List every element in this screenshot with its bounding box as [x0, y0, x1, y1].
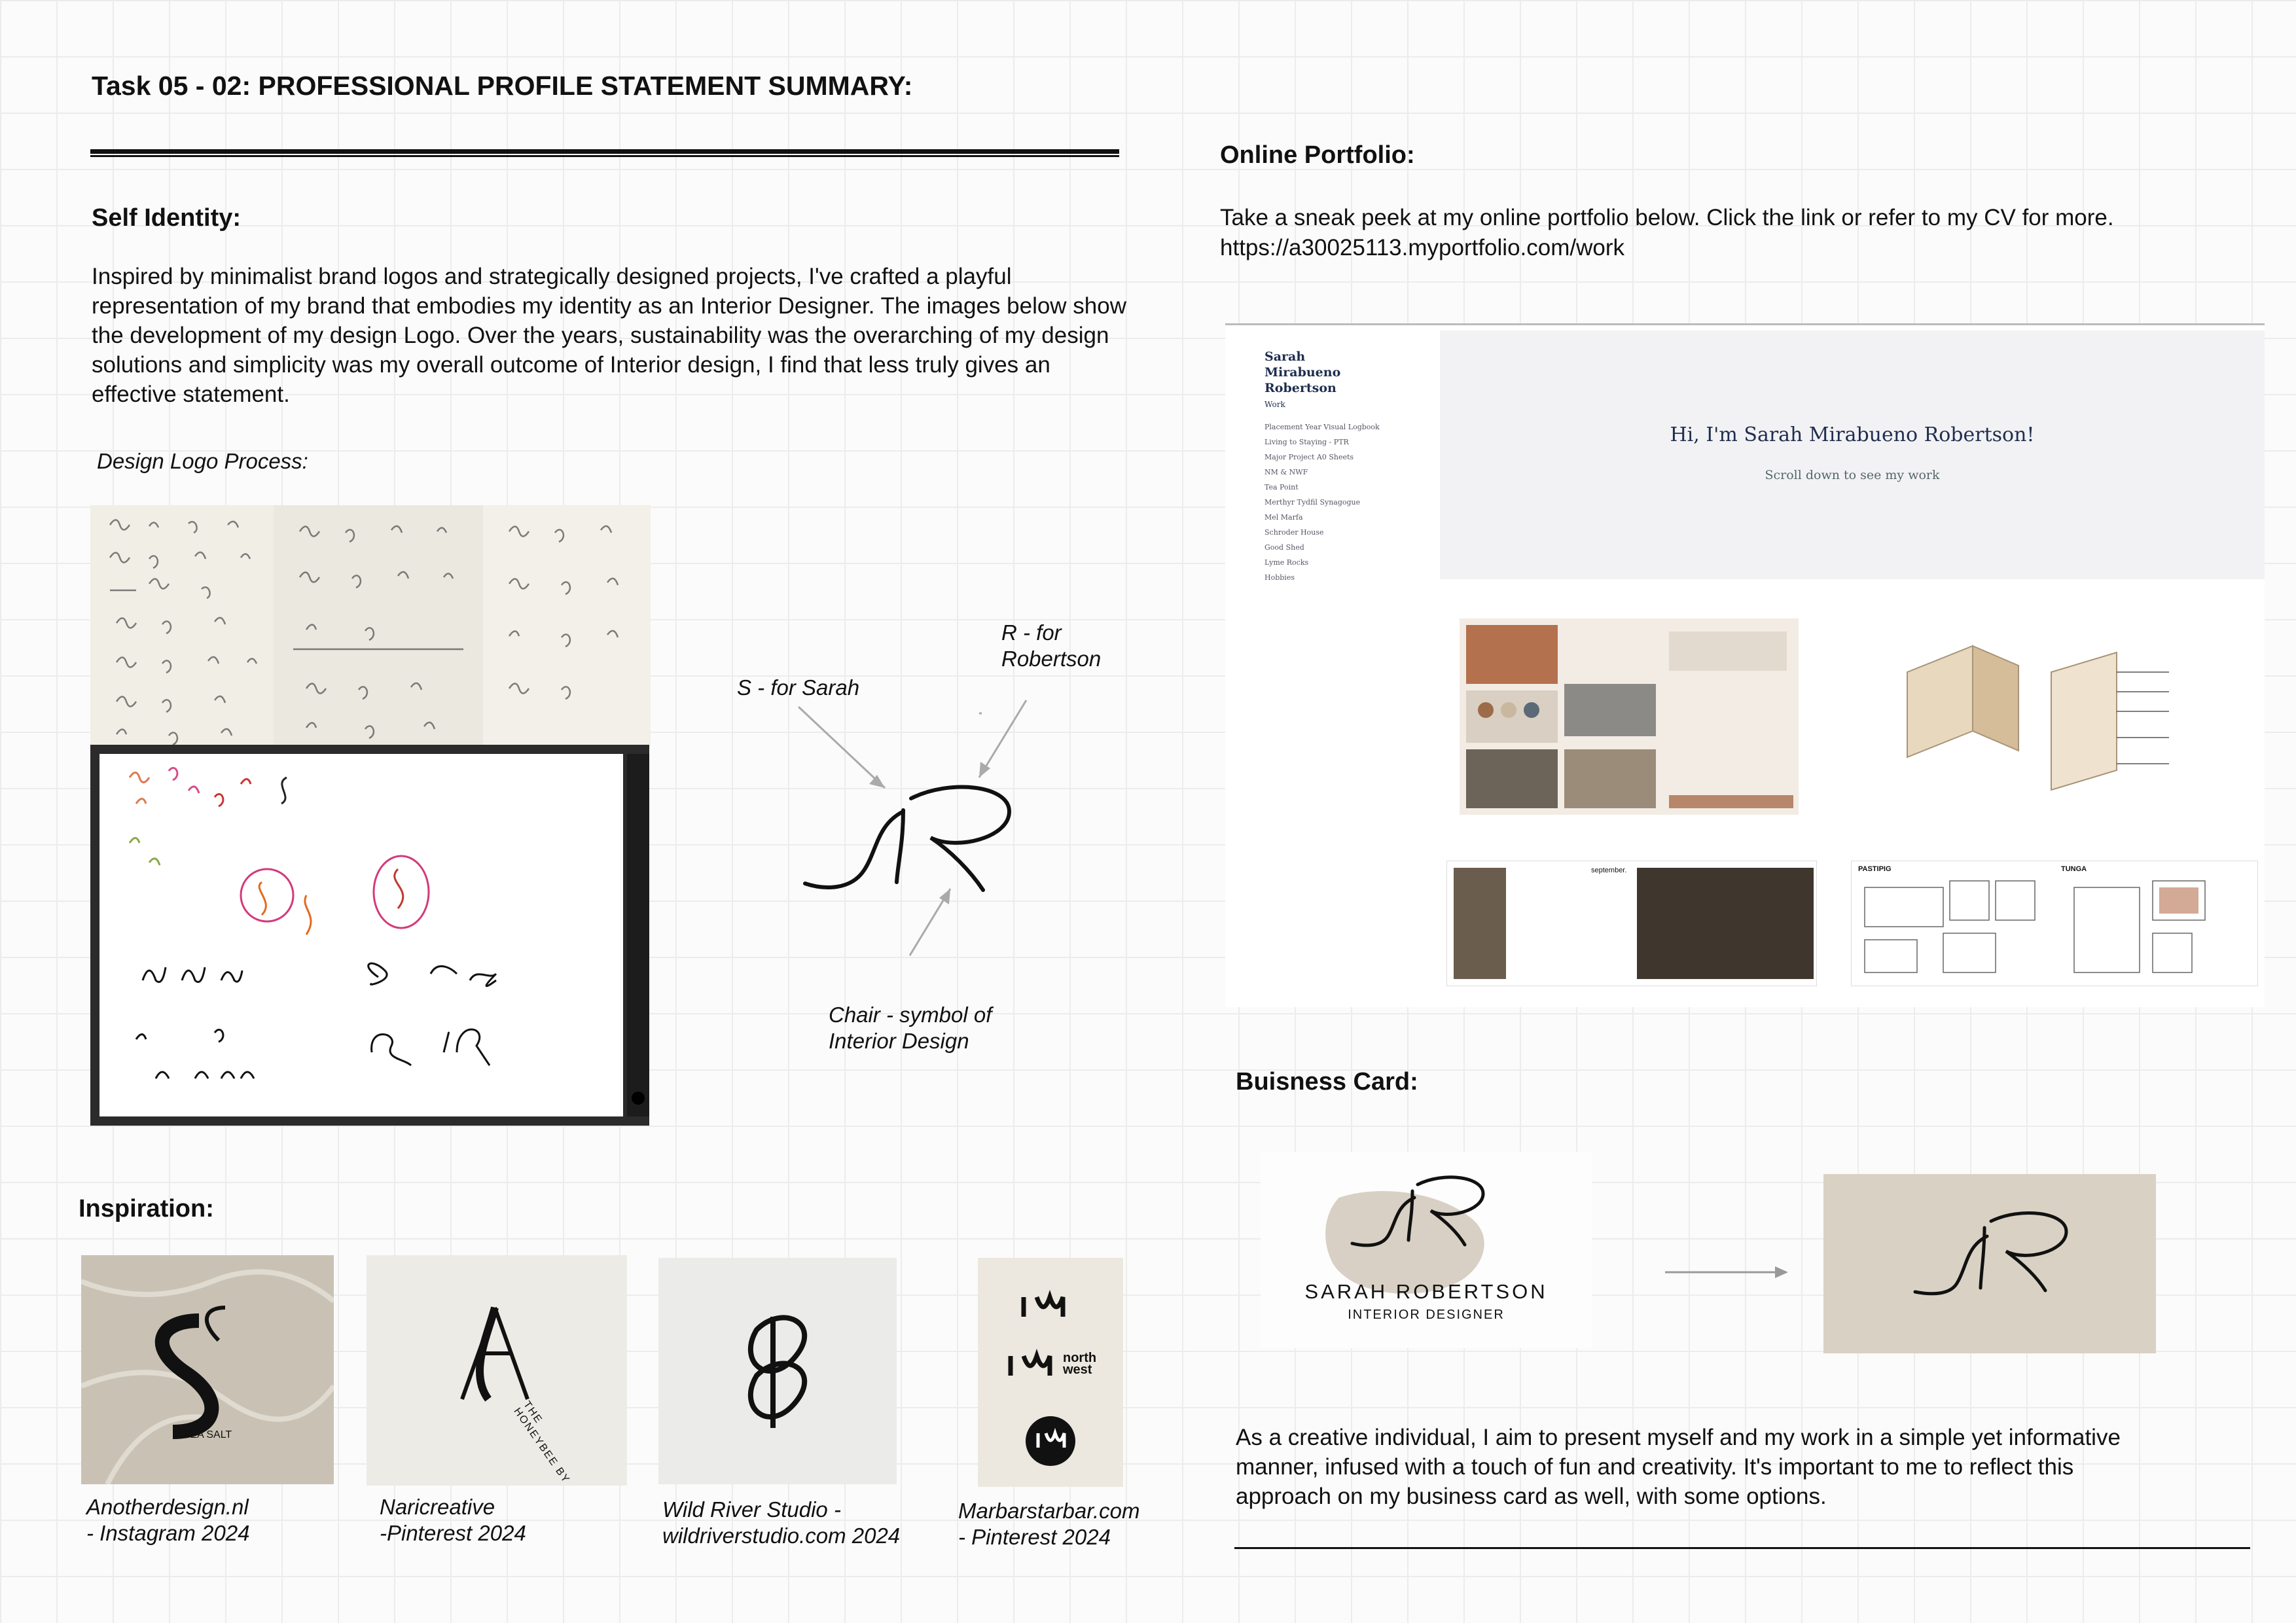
annotation-s: S - for Sarah — [737, 675, 860, 700]
site-nav-item[interactable]: Mel Marfa — [1265, 513, 1303, 522]
inspiration-image-3 — [658, 1258, 897, 1484]
thumbnail-title: september. — [1591, 866, 1627, 874]
inspiration-image-1 — [81, 1255, 334, 1484]
card-arrow — [1665, 1264, 1789, 1280]
business-card-back — [1823, 1174, 2156, 1353]
title-divider — [90, 149, 1119, 157]
inspiration-caption-2-line2: -Pinterest 2024 — [380, 1521, 526, 1545]
portfolio-thumbnail-2[interactable] — [1894, 633, 2221, 796]
portfolio-thumbnail-1[interactable] — [1460, 618, 1799, 815]
portfolio-thumbnail-3[interactable] — [1446, 861, 1817, 986]
sheet-b-title: TUNGA — [2061, 865, 2087, 873]
nw-west-text: west — [1063, 1363, 1092, 1377]
portfolio-screenshot — [1225, 323, 2265, 1007]
site-nav-item[interactable]: Placement Year Visual Logbook — [1265, 423, 1380, 431]
site-nav-item[interactable]: Merthyr Tydfil Synagogue — [1265, 498, 1361, 507]
honeybee-text: THE HONEYBEE BY — [511, 1399, 572, 1486]
annotation-r-line1: R - for — [1001, 620, 1062, 645]
inspiration-image-2 — [367, 1255, 627, 1486]
inspiration-heading: Inspiration: — [79, 1195, 214, 1222]
site-nav-heading: Work — [1265, 400, 1285, 409]
inspiration-caption-4-line1: Marbarstarbar.com — [958, 1499, 1140, 1523]
business-card-heading: Buisness Card: — [1236, 1068, 1418, 1096]
site-name: Sarah Mirabueno Robertson — [1265, 349, 1341, 395]
site-nav-item[interactable]: Schroder House — [1265, 528, 1324, 537]
card-name: SARAH ROBERTSON — [1304, 1280, 1548, 1303]
inspiration-caption-1-line2: - Instagram 2024 — [86, 1521, 250, 1545]
card-title: INTERIOR DESIGNER — [1348, 1308, 1505, 1322]
site-hero-subtitle: Scroll down to see my work — [1765, 468, 1940, 482]
business-card-text: As a creative individual, I aim to present myself and my work in a simple yet informative manner, infused with a touch of fun and creativity. It's important to me to reflect this approach on my business card as well, with some options. — [1236, 1425, 2121, 1509]
site-nav-item[interactable]: Living to Staying - PTR — [1265, 438, 1349, 446]
inspiration-caption-3-line2: wildriverstudio.com 2024 — [662, 1524, 901, 1548]
sea-salt-text: SEA SALT — [183, 1429, 232, 1440]
site-hero — [1440, 330, 2265, 579]
logo-sketches-paper-image — [90, 505, 651, 747]
tablet-sketch-image — [90, 745, 649, 1126]
sheet-a-title: PASTIPIG — [1858, 865, 1892, 873]
sr-logo-diagram — [772, 694, 1060, 969]
annotation-chair-line2: Interior Design — [829, 1029, 969, 1053]
page-title: Task 05 - 02: PROFESSIONAL PROFILE STATEMENT SUMMARY: — [92, 71, 913, 101]
inspiration-caption-1-line1: Anotherdesign.nl — [86, 1495, 249, 1519]
inspiration-image-4 — [978, 1258, 1123, 1487]
site-nav-item[interactable]: Lyme Rocks — [1265, 558, 1309, 567]
site-nav-item[interactable]: Hobbies — [1265, 573, 1295, 582]
self-identity-text: Inspired by minimalist brand logos and strategically designed projects, I've crafted a playful representation of my brand that embodies my identity as an Interior Designer. The images below show the development of my design Logo. Over the years, sustainability was the overarching of my design solutions and simplicity was my overall outcome of Interior design, I find that less truly gives an effective statement. — [92, 264, 1127, 407]
business-card-front — [1261, 1152, 1592, 1348]
annotation-r-line2: Robertson — [1001, 647, 1102, 671]
portfolio-thumbnail-4[interactable] — [1851, 861, 2258, 986]
site-hero-title[interactable]: Hi, I'm Sarah Mirabueno Robertson! — [1670, 423, 2035, 446]
business-card-divider — [1234, 1547, 2250, 1549]
online-portfolio-text: Take a sneak peek at my online portfolio below. Click the link or refer to my CV for more. — [1220, 205, 2114, 230]
site-nav-item[interactable]: Tea Point — [1265, 483, 1299, 491]
inspiration-caption-4-line2: - Pinterest 2024 — [958, 1525, 1111, 1549]
nw-north-text: north — [1063, 1351, 1097, 1365]
inspiration-caption-2-line1: Naricreative — [380, 1495, 495, 1519]
annotation-chair-line1: Chair - symbol of — [829, 1003, 992, 1027]
site-nav-item[interactable]: Major Project A0 Sheets — [1265, 453, 1354, 461]
site-nav-item[interactable]: Good Shed — [1265, 543, 1304, 552]
inspiration-caption-3-line1: Wild River Studio - — [662, 1497, 841, 1522]
site-nav-item[interactable]: NM & NWF — [1265, 468, 1308, 476]
design-logo-heading: Design Logo Process: — [97, 449, 308, 473]
self-identity-heading: Self Identity: — [92, 204, 242, 232]
site-nav — [1265, 419, 1380, 585]
portfolio-link[interactable]: https://a30025113.myportfolio.com/work — [1220, 235, 1625, 260]
online-portfolio-heading: Online Portfolio: — [1220, 141, 1415, 169]
